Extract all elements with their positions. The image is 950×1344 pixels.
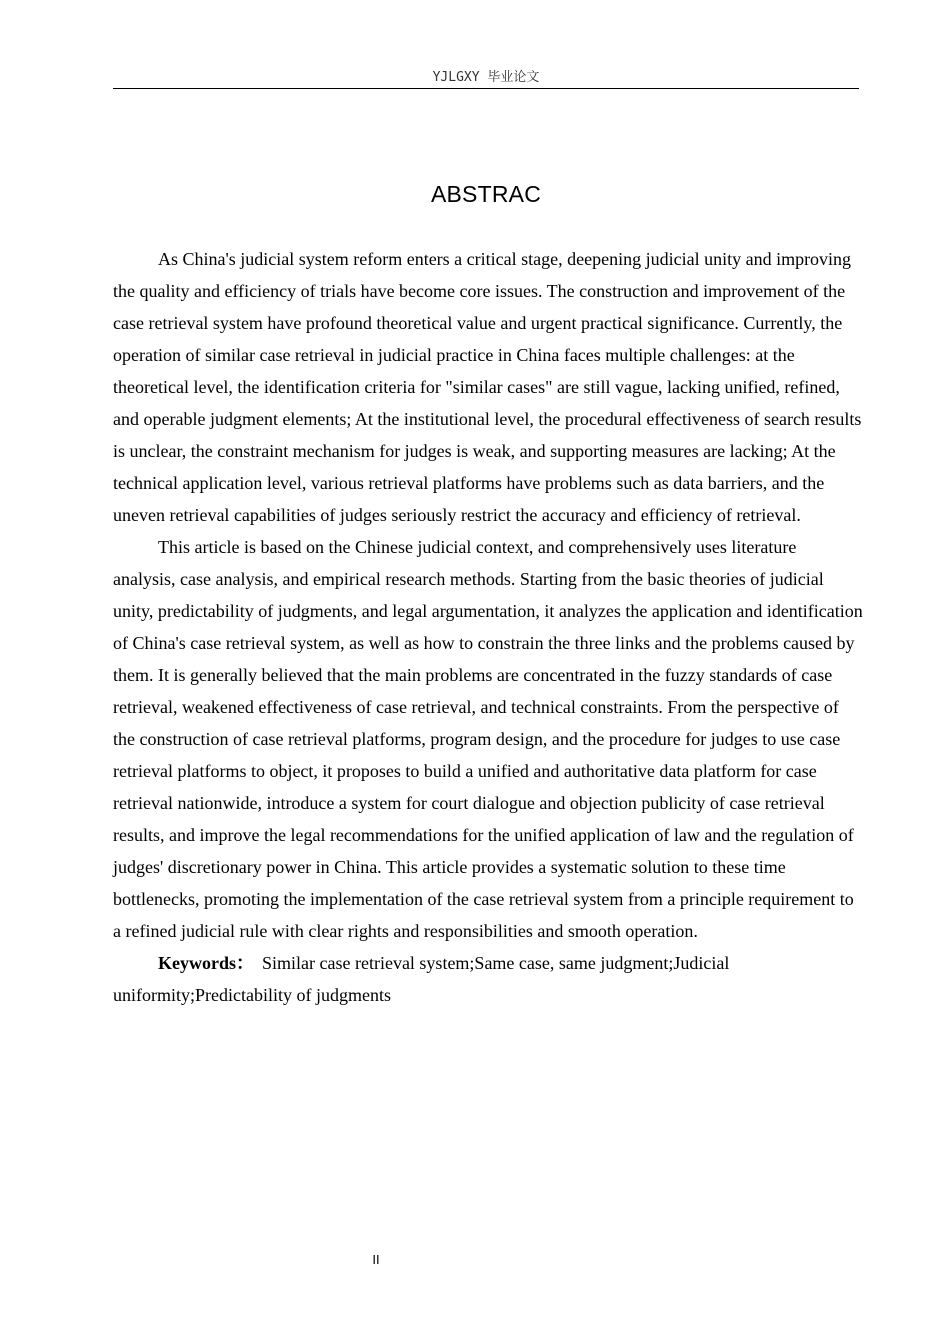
abstract-paragraph-1: As China's judicial system reform enters a critical stage, deepening judicial unity and improving the quality and efficiency of trials have become core issues. The construction and improvement of the case retrieval system have profound theoretical value and urgent practical significance. Currently, the operation of similar case retrieval in judicial practice in China faces multiple challenges: at the theoretical level, the identification criteria for "similar cases" are still vague, lacking unified, refined, and operable judgment elements; At the institutional level, the procedural effectiveness of search results is unclear, the constraint mechanism for judges is weak, and supporting measures are lacking; At the technical application level, various retrieval platforms have problems such as data barriers, and the uneven retrieval capabilities of judges seriously restrict the accuracy and efficiency of retrieval. (113, 249, 862, 525)
abstract-title: ABSTRAC (430, 181, 542, 207)
keywords-text: Similar case retrieval system;Same case, same judgment;Judicial uniformity;Predictability of judgments (113, 953, 730, 1005)
page-header: YJLGXY 毕业论文 (113, 69, 859, 89)
abstract-body (113, 243, 863, 1011)
keywords-label: Keywords： (158, 953, 254, 973)
abstract-paragraph-2: This article is based on the Chinese judicial context, and comprehensively uses literature analysis, case analysis, and empirical research methods. Starting from the basic theories of judicial unity, predictability of judgments, and legal argumentation, it analyzes the application and identification of China's case retrieval system, as well as how to constrain the three links and the problems caused by them. It is generally believed that the main problems are concentrated in the fuzzy standards of case retrieval, weakened effectiveness of case retrieval, and technical constraints. From the perspective of the construction of case retrieval platforms, program design, and the procedure for judges to use case retrieval platforms to object, it proposes to build a unified and authoritative data platform for case retrieval nationwide, introduce a system for court dialogue and objection publicity of case retrieval results, and improve the legal recommendations for the unified application of law and the regulation of judges' discretionary power in China. This article provides a systematic solution to these time bottlenecks, promoting the implementation of the case retrieval system from a principle requirement to a refined judicial rule with clear rights and responsibilities and smooth operation. (113, 537, 863, 941)
page-number: II (372, 1252, 380, 1267)
keywords-line (113, 947, 863, 1011)
